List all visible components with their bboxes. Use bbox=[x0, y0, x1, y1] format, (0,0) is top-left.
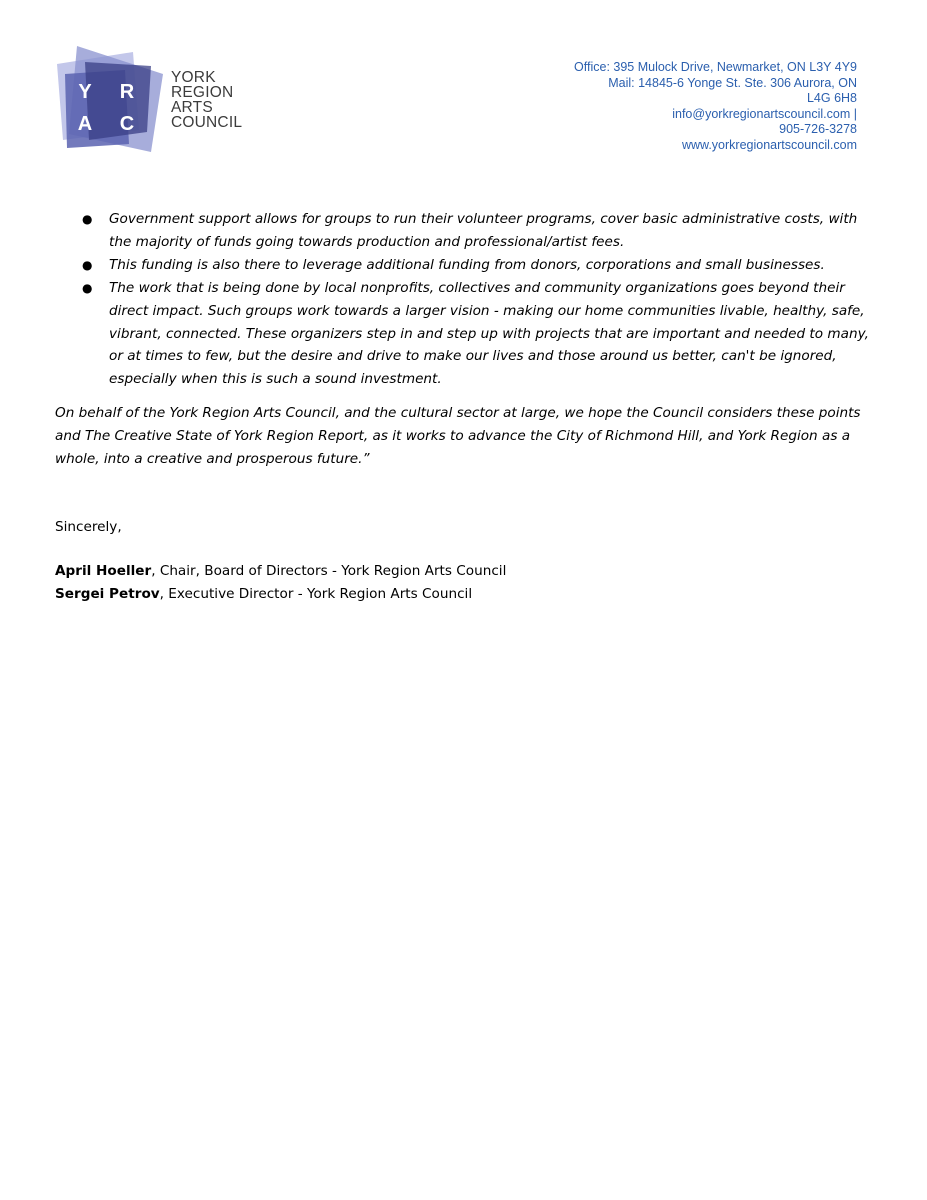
contact-block bbox=[574, 60, 857, 154]
logo-word: ARTS bbox=[171, 99, 213, 116]
bullet-text: Government support allows for groups to run their volunteer programs, cover basic administrative costs, with the majority of funds going towards production and professional/artist fees. bbox=[109, 211, 858, 250]
yrac-logo-mark bbox=[55, 44, 167, 156]
logo-word: COUNCIL bbox=[171, 114, 243, 131]
office-address: Office: 395 Mulock Drive, Newmarket, ON L3Y 4Y9 bbox=[574, 60, 857, 74]
bullet-item bbox=[55, 277, 875, 392]
logo-letter-a: A bbox=[77, 113, 93, 135]
email-link[interactable]: info@yorkregionartscouncil.com | bbox=[672, 106, 857, 121]
logo-wordmark bbox=[171, 70, 242, 130]
letter-body bbox=[55, 208, 875, 606]
website-link[interactable]: www.yorkregionartscouncil.com bbox=[681, 137, 857, 152]
signatory bbox=[55, 583, 875, 606]
signatory bbox=[55, 560, 875, 583]
logo-word: YORK bbox=[171, 69, 216, 86]
signature-block bbox=[55, 560, 875, 606]
closing-paragraph: On behalf of the York Region Arts Council, and the cultural sector at large, we hope the Council considers these points and The Creative State of York Region Report, as it works to advance the City of Richmond Hill, and York Region as a whole, into a creative and prosperous future.” bbox=[55, 405, 861, 468]
signatory-name: Sergei Petrov bbox=[55, 585, 160, 602]
sign-off: Sincerely, bbox=[55, 518, 122, 535]
bullet-icon: ● bbox=[82, 212, 93, 226]
bullet-icon: ● bbox=[82, 280, 93, 295]
bullet-text: This funding is also there to leverage additional funding from donors, corporations and small businesses. bbox=[109, 256, 825, 273]
bullet-icon: ● bbox=[82, 257, 93, 272]
logo-letter-r: R bbox=[119, 81, 135, 103]
logo-letter-c: C bbox=[119, 113, 135, 135]
signatory-name: April Hoeller bbox=[55, 562, 152, 579]
phone-number: 905-726-3278 bbox=[779, 122, 857, 137]
yrac-logo bbox=[55, 44, 255, 156]
bullet-list bbox=[55, 208, 875, 391]
signatory-title: , Executive Director - York Region Arts Council bbox=[159, 585, 473, 602]
signatory-title: , Chair, Board of Directors - York Region Arts Council bbox=[151, 562, 507, 579]
bullet-item bbox=[55, 208, 875, 254]
bullet-item bbox=[55, 254, 875, 277]
logo-letter-y: Y bbox=[78, 81, 92, 103]
mail-postal-code: L4G 6H8 bbox=[806, 91, 857, 106]
logo-word: REGION bbox=[171, 84, 234, 101]
bullet-text: The work that is being done by local nonprofits, collectives and community organizations goes beyond their direct impact. Such groups work towards a larger vision - making our home communities livable, healthy, safe, vibrant, connected. These organizers step in and step up with projects that are important and needed to many, or at times to few, but the desire and drive to make our lives and those around us better, can't be ignored, especially when this is such a sound investment. bbox=[109, 279, 869, 388]
mail-address: Mail: 14845-6 Yonge St. Ste. 306 Aurora, ON bbox=[608, 75, 857, 90]
